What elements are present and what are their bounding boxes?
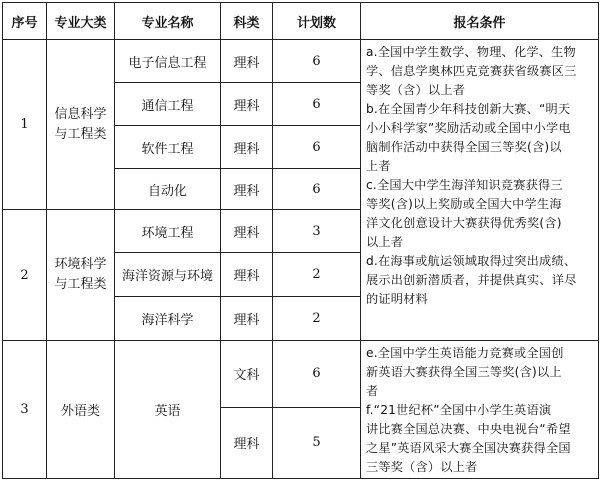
admission-table — [2, 2, 599, 479]
condition-line: 等奖(含)以上奖励或全国大中学生海 — [366, 197, 562, 211]
plan-count: 6 — [273, 340, 361, 407]
condition-line: 上者 — [366, 159, 391, 173]
condition-line: 新英语大赛获得全国三等奖(含)以上 — [366, 364, 562, 379]
subject-type: 理科 — [221, 407, 273, 478]
header-row — [3, 3, 599, 40]
major-name: 软件工程 — [115, 126, 221, 169]
major-name: 英语 — [115, 340, 221, 478]
condition-line: 三等奖（含）以上者 — [366, 459, 478, 474]
major-name: 海洋资源与环境 — [115, 253, 221, 296]
table-row — [3, 40, 599, 83]
condition-line: d.在海事或航运领域取得过突出成绩、 — [366, 254, 577, 268]
condition-line: 等奖（含）以上者 — [366, 83, 466, 97]
condition-line: c.全国大中学生海洋知识竞赛获得三 — [366, 178, 563, 192]
header-major: 专业名称 — [115, 3, 221, 40]
subject-type: 理科 — [221, 253, 273, 296]
header-plan: 计划数 — [273, 3, 361, 40]
major-name: 通信工程 — [115, 83, 221, 126]
condition-line: 以上者 — [366, 235, 404, 249]
subject-type: 理科 — [221, 40, 273, 83]
header-subject: 科类 — [221, 3, 273, 40]
condition-line: 学、信息学奥林匹克竞赛获省级赛区三 — [366, 64, 577, 78]
group-category — [47, 40, 115, 210]
condition-line: 之星”英语风采大赛全国决赛获得全国 — [366, 440, 571, 455]
condition-line: f.“21世纪杯”全国中小学生英语演 — [366, 402, 552, 417]
conditions-cell — [361, 40, 599, 341]
condition-line: 的证明材料 — [366, 292, 428, 306]
major-name: 电子信息工程 — [115, 40, 221, 83]
plan-count: 2 — [273, 253, 361, 296]
condition-line: 脑制作活动中获得全国三等奖(含)以 — [366, 140, 562, 154]
major-name: 环境工程 — [115, 210, 221, 253]
condition-line: 洋文化创意设计大赛获得优秀奖(含) — [366, 216, 562, 230]
plan-count: 3 — [273, 210, 361, 253]
subject-type: 理科 — [221, 296, 273, 340]
subject-type: 理科 — [221, 83, 273, 126]
header-conditions: 报名条件 — [361, 3, 599, 40]
header-index: 序号 — [3, 3, 47, 40]
subject-type: 文科 — [221, 340, 273, 407]
plan-count: 6 — [273, 126, 361, 169]
condition-line: 者 — [366, 383, 379, 398]
condition-line: 小小科学家”奖励活动或全国中小学电 — [366, 121, 571, 135]
category-line: 与工程类 — [54, 277, 107, 292]
condition-line: 讲比赛全国总决赛、中央电视台“希望 — [366, 421, 571, 436]
subject-type: 理科 — [221, 210, 273, 253]
category-line: 与工程类 — [54, 126, 107, 142]
subject-type: 理科 — [221, 169, 273, 210]
group-index: 1 — [3, 40, 47, 210]
condition-line: 展示出创新潜质者，并提供真实、详尽 — [366, 273, 577, 287]
plan-count: 5 — [273, 407, 361, 478]
plan-count: 2 — [273, 296, 361, 340]
major-name: 自动化 — [115, 169, 221, 210]
category-line: 信息科学 — [54, 106, 107, 122]
header-category: 专业大类 — [47, 3, 115, 40]
subject-type: 理科 — [221, 126, 273, 169]
category-line: 环境科学 — [54, 257, 107, 272]
group-index: 3 — [3, 340, 47, 478]
major-name: 海洋科学 — [115, 296, 221, 340]
condition-line: b.在全国青少年科技创新大赛、“明天 — [366, 102, 571, 116]
group-category — [47, 210, 115, 340]
group-category: 外语类 — [47, 340, 115, 478]
condition-line: e.全国中学生英语能力竞赛或全国创 — [366, 345, 564, 360]
plan-count: 6 — [273, 40, 361, 83]
plan-count: 6 — [273, 169, 361, 210]
group-index: 2 — [3, 210, 47, 340]
table-row — [3, 340, 599, 407]
condition-line: a.全国中学生数学、物理、化学、生物 — [366, 45, 576, 59]
conditions-cell — [361, 340, 599, 478]
plan-count: 6 — [273, 83, 361, 126]
